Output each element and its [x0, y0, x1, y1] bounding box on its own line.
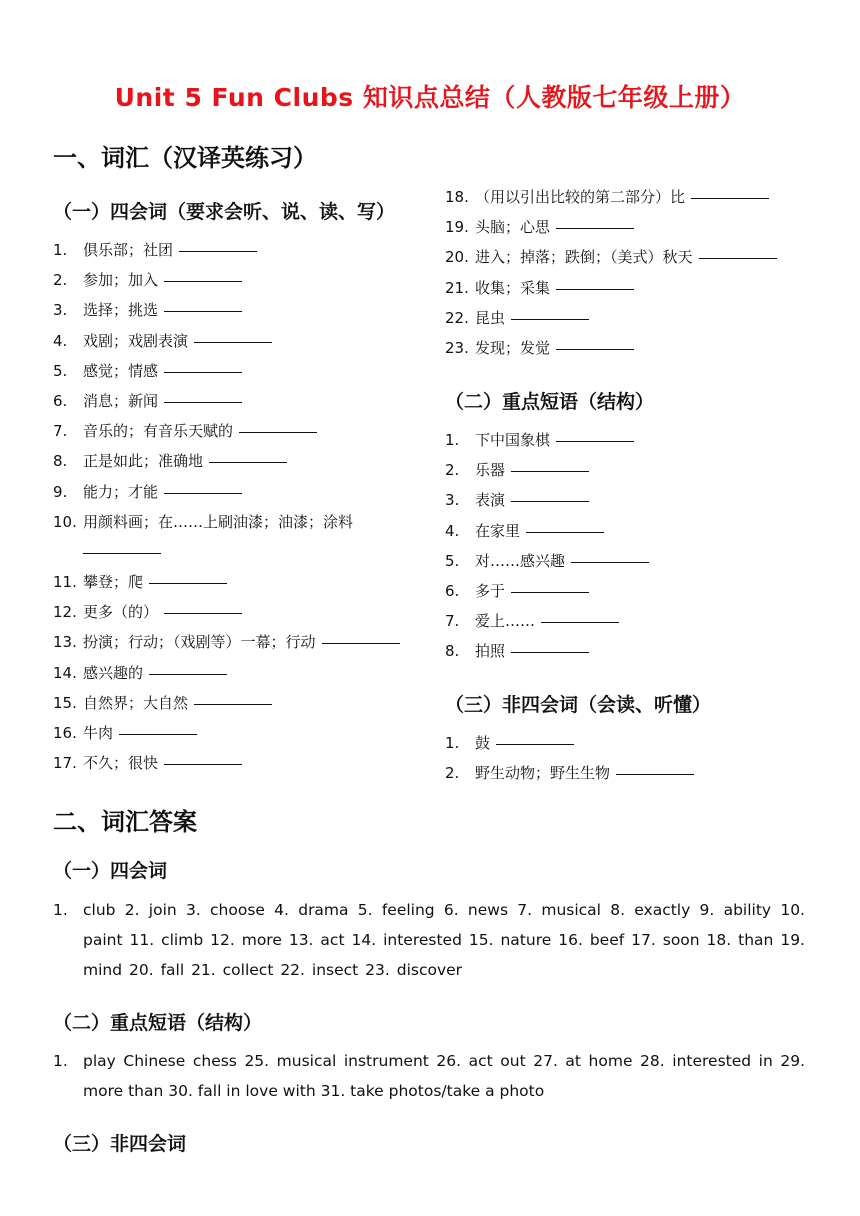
answer-blank[interactable]	[511, 470, 589, 472]
list-item: 7. 音乐的；有音乐天赋的	[53, 416, 433, 446]
list-item: 22. 昆虫	[445, 303, 825, 333]
answer-blank[interactable]	[691, 197, 769, 199]
answer-blank[interactable]	[164, 401, 242, 403]
answers-non-core-words-heading: （三）非四会词	[53, 1133, 187, 1155]
answer-blank[interactable]	[699, 257, 777, 259]
answer-blank[interactable]	[164, 612, 242, 614]
answer-blank[interactable]	[496, 743, 574, 745]
answer-blank[interactable]	[571, 561, 649, 563]
answer-blank[interactable]	[511, 500, 589, 502]
document-title: Unit 5 Fun Clubs 知识点总结（人教版七年级上册）	[114, 83, 746, 112]
list-item: 3. 表演	[445, 485, 825, 515]
answer-blank[interactable]	[239, 431, 317, 433]
list-item: 18. （用以引出比较的第二部分）比	[445, 182, 825, 212]
list-item: 11. 攀登；爬	[53, 567, 433, 597]
core-words-heading: （一）四会词（要求会听、说、读、写）	[53, 201, 396, 223]
answer-blank[interactable]	[119, 733, 197, 735]
core-words-list-left	[53, 235, 433, 778]
list-item: 16. 牛肉	[53, 718, 433, 748]
answer-blank[interactable]	[556, 348, 634, 350]
answers-key-phrases: 1. play Chinese chess 25. musical instrument 26. act out 27. at home 28. interested in 29. more than 30. fall in love with 31. take photos/take a photo	[53, 1052, 805, 1101]
list-item: 4. 戏剧；戏剧表演	[53, 326, 433, 356]
answer-blank[interactable]	[322, 642, 400, 644]
section-vocabulary-heading: 一、词汇（汉译英练习）	[53, 144, 317, 172]
core-words-list-right	[445, 182, 825, 363]
list-item: 8. 拍照	[445, 636, 825, 666]
answer-blank[interactable]	[164, 492, 242, 494]
answers-key-phrases-heading: （二）重点短语（结构）	[53, 1012, 263, 1034]
list-item: 10. 用颜料画；在……上刷油漆；油漆；涂料	[53, 507, 433, 567]
answer-blank[interactable]	[556, 440, 634, 442]
answer-blank[interactable]	[556, 227, 634, 229]
answer-blank[interactable]	[616, 773, 694, 775]
list-item: 13. 扮演；行动；（戏剧等）一幕；行动	[53, 627, 433, 657]
list-item: 5. 感觉；情感	[53, 356, 433, 386]
list-item: 6. 多于	[445, 576, 825, 606]
answer-blank[interactable]	[179, 250, 257, 252]
answer-blank[interactable]	[209, 461, 287, 463]
list-item: 1. 俱乐部；社团	[53, 235, 433, 265]
answer-blank[interactable]	[511, 318, 589, 320]
list-item: 4. 在家里	[445, 516, 825, 546]
list-item: 20. 进入；掉落；跌倒；（美式）秋天	[445, 242, 825, 272]
list-item: 14. 感兴趣的	[53, 658, 433, 688]
list-item: 2. 参加；加入	[53, 265, 433, 295]
answer-blank[interactable]	[556, 288, 634, 290]
section-answers-heading: 二、词汇答案	[53, 808, 197, 836]
key-phrases-list	[445, 425, 825, 667]
list-item: 15. 自然界；大自然	[53, 688, 433, 718]
list-item: 17. 不久；很快	[53, 748, 433, 778]
non-core-words-list	[445, 728, 825, 788]
answer-blank[interactable]	[194, 341, 272, 343]
list-item: 2. 乐器	[445, 455, 825, 485]
answer-blank[interactable]	[83, 552, 161, 554]
answer-blank[interactable]	[164, 310, 242, 312]
list-item: 5. 对……感兴趣	[445, 546, 825, 576]
list-item: 12. 更多（的）	[53, 597, 433, 627]
list-item: 3. 选择；挑选	[53, 295, 433, 325]
answer-blank[interactable]	[149, 673, 227, 675]
list-item: 21. 收集；采集	[445, 273, 825, 303]
answer-blank[interactable]	[511, 591, 589, 593]
key-phrases-heading: （二）重点短语（结构）	[445, 391, 655, 413]
list-item: 2. 野生动物；野生生物	[445, 758, 825, 788]
answers-core-words-heading: （一）四会词	[53, 860, 168, 882]
list-item: 9. 能力；才能	[53, 477, 433, 507]
answer-blank[interactable]	[164, 763, 242, 765]
answer-blank[interactable]	[164, 371, 242, 373]
list-item: 1. 鼓	[445, 728, 825, 758]
answer-blank[interactable]	[526, 531, 604, 533]
list-item: 8. 正是如此；准确地	[53, 446, 433, 476]
non-core-words-heading: （三）非四会词（会读、听懂）	[445, 694, 712, 716]
answer-blank[interactable]	[511, 651, 589, 653]
answer-blank[interactable]	[164, 280, 242, 282]
list-item: 23. 发现；发觉	[445, 333, 825, 363]
list-item: 7. 爱上……	[445, 606, 825, 636]
answers-core-words: 1. club 2. join 3. choose 4. drama 5. feeling 6. news 7. musical 8. exactly 9. ability 10. paint 11. climb 12. more 13. act 14. interested 15. nature 16. beef 17. soon 18. than 19. mind 20. fall 21. collect 22. insect 23. discover	[53, 901, 805, 980]
answer-blank[interactable]	[194, 703, 272, 705]
list-item: 1. 下中国象棋	[445, 425, 825, 455]
list-item: 6. 消息；新闻	[53, 386, 433, 416]
answer-blank[interactable]	[149, 582, 227, 584]
answer-blank[interactable]	[541, 621, 619, 623]
list-item: 19. 头脑；心思	[445, 212, 825, 242]
